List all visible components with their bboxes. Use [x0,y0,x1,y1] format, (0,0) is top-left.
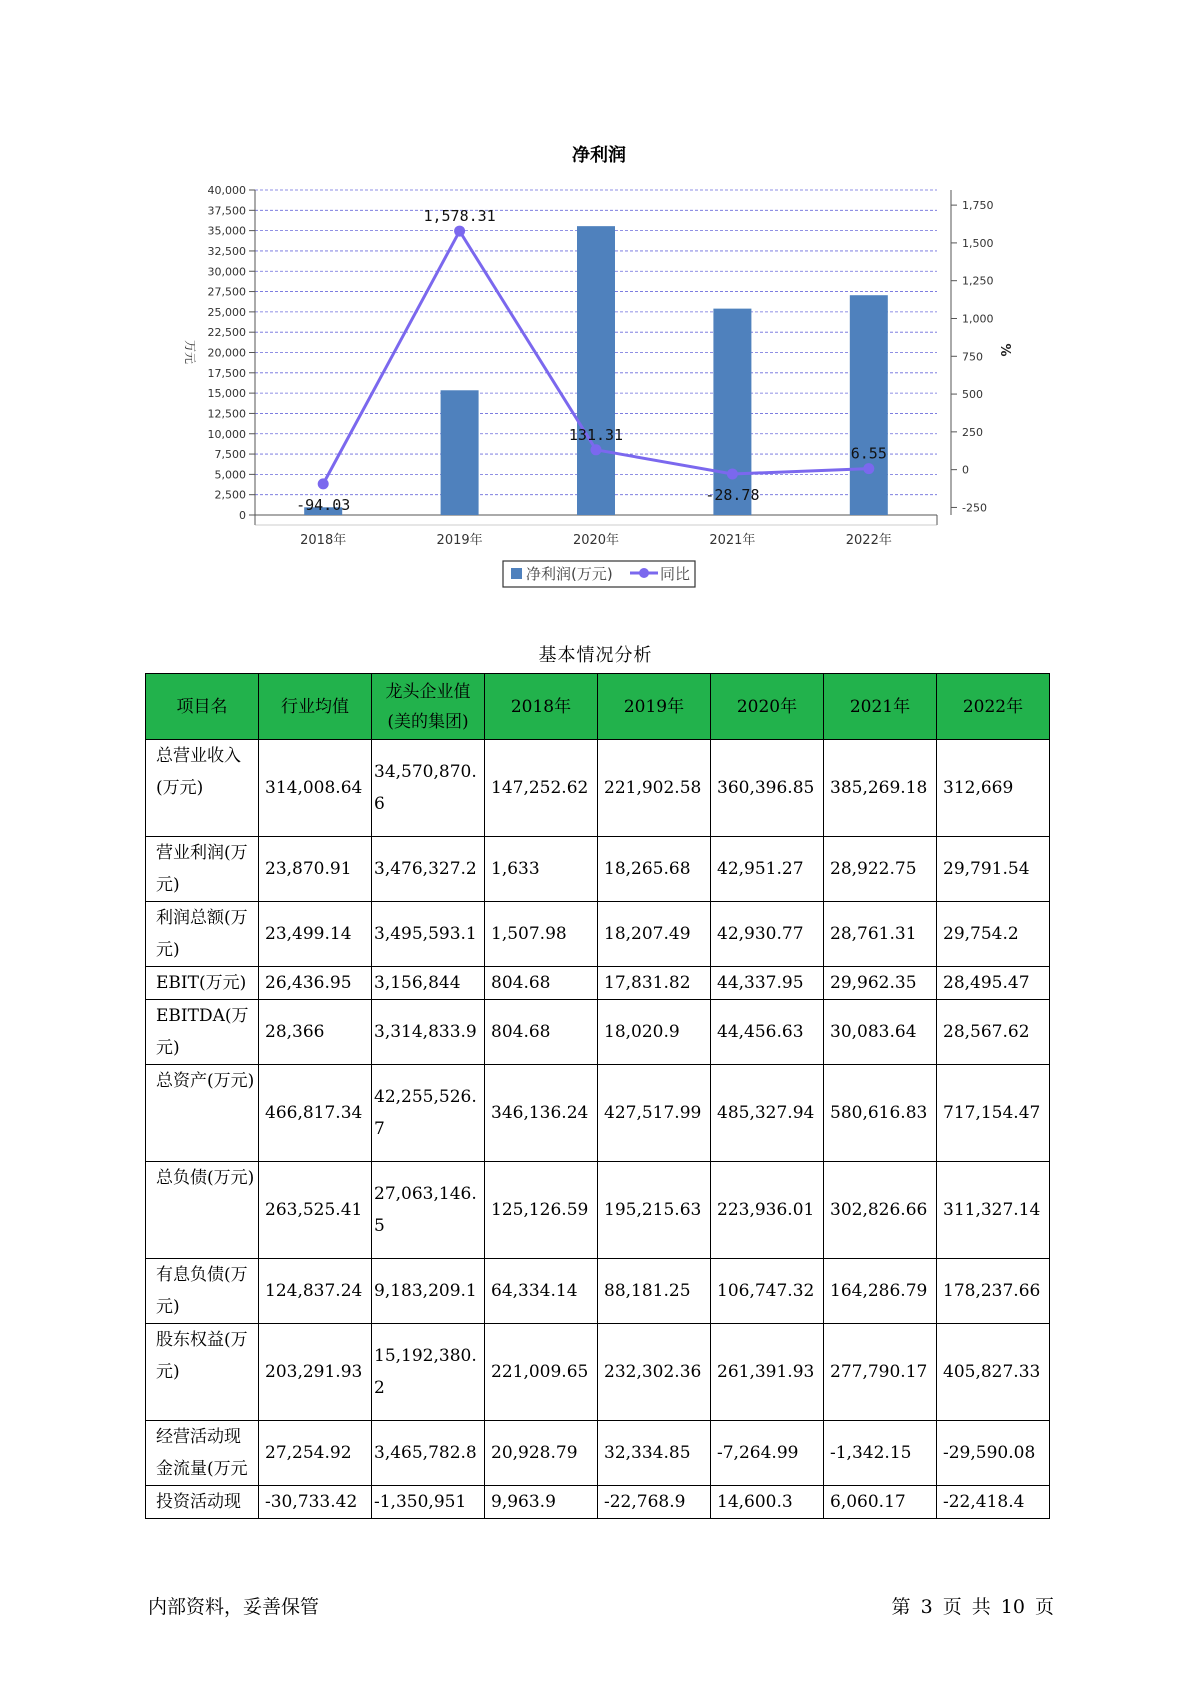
table-cell: 223,936.01 [711,1162,824,1259]
table-cell: 485,327.94 [711,1065,824,1162]
table-row [146,967,1050,1000]
table-cell: 28,761.31 [824,902,937,967]
table-cell: 261,391.93 [711,1324,824,1421]
table-cell: 232,302.36 [598,1324,711,1421]
y-tick-label: 10,000 [207,427,246,441]
table-cell: 9,183,209.1 [372,1259,485,1324]
table-cell: 312,669 [937,740,1050,837]
y-tick-label: 17,500 [207,366,246,380]
table-cell: 124,837.24 [259,1259,372,1324]
y-tick-label: 27,500 [207,285,246,299]
table-cell: -7,264.99 [711,1421,824,1486]
column-header: 2021年 [824,674,937,740]
column-header: 2020年 [711,674,824,740]
table-cell: 147,252.62 [485,740,598,837]
table-cell: 263,525.41 [259,1162,372,1259]
row-label: 总营业收入(万元) [146,740,259,837]
y-tick-label: 25,000 [207,305,246,319]
chart-svg [0,0,1191,600]
point-yoy [318,478,329,489]
net-profit-chart [0,0,1191,600]
y-tick-label: 5,000 [214,468,246,482]
table-cell: 9,963.9 [485,1486,598,1519]
table-cell: -22,768.9 [598,1486,711,1519]
table-cell: 17,831.82 [598,967,711,1000]
table-cell: 360,396.85 [711,740,824,837]
table-cell: 203,291.93 [259,1324,372,1421]
table-cell: 466,817.34 [259,1065,372,1162]
y2-axis-label: % [997,343,1012,357]
table-cell: 30,083.64 [824,1000,937,1065]
row-label: 股东权益(万元) [146,1324,259,1421]
table-cell: 32,334.85 [598,1421,711,1486]
table-row [146,1065,1050,1162]
table-cell: 1,633 [485,837,598,902]
table-cell: 15,192,380.2 [372,1324,485,1421]
column-header: 2018年 [485,674,598,740]
footer-confidential-note: 内部资料，妥善保管 [148,1596,320,1618]
table-cell: 277,790.17 [824,1324,937,1421]
y-tick-label: 35,000 [207,224,246,238]
table-cell: 6,060.17 [824,1486,937,1519]
table-cell: 64,334.14 [485,1259,598,1324]
table-cell: 221,902.58 [598,740,711,837]
row-label: 有息负债(万元) [146,1259,259,1324]
table-cell: 14,600.3 [711,1486,824,1519]
x-tick-label: 2022年 [845,533,892,548]
footer-page-number: 第 3 页 共 10 页 [891,1596,1054,1618]
table-cell: -29,590.08 [937,1421,1050,1486]
table-cell: 42,951.27 [711,837,824,902]
legend-swatch-bar [511,568,522,579]
x-tick-label: 2019年 [436,533,483,548]
table-cell: 3,465,782.8 [372,1421,485,1486]
data-label-yoy: -94.03 [296,495,351,514]
y2-tick-label: 1,250 [962,274,994,288]
column-header: 项目名 [146,674,259,740]
table-cell: 28,366 [259,1000,372,1065]
table-cell: 23,499.14 [259,902,372,967]
y-tick-label: 7,500 [214,448,246,462]
data-label-yoy: 131.31 [568,425,624,444]
table-cell: 23,870.91 [259,837,372,902]
legend-label-bar: 净利润(万元) [526,565,613,583]
bar-net-profit [850,295,888,515]
table-cell: -22,418.4 [937,1486,1050,1519]
table-cell: 106,747.32 [711,1259,824,1324]
table-cell: 26,436.95 [259,967,372,1000]
legend-label-line: 同比 [660,565,691,583]
table-cell: 3,156,844 [372,967,485,1000]
table-cell: 427,517.99 [598,1065,711,1162]
table-row [146,1162,1050,1259]
y2-tick-label: 750 [962,350,983,364]
bar-net-profit [713,309,751,515]
table-cell: 125,126.59 [485,1162,598,1259]
y-tick-label: 0 [239,509,246,522]
y-axis-label: 万元 [183,339,197,365]
column-header: 2022年 [937,674,1050,740]
table-cell: 385,269.18 [824,740,937,837]
table-cell: -1,342.15 [824,1421,937,1486]
bar-net-profit [577,226,615,515]
table-cell: 28,495.47 [937,967,1050,1000]
row-label: 营业利润(万元) [146,837,259,902]
y-tick-label: 15,000 [207,387,246,401]
table-cell: 717,154.47 [937,1065,1050,1162]
table-cell: -30,733.42 [259,1486,372,1519]
row-label: 总负债(万元) [146,1162,259,1259]
column-header: 行业均值 [259,674,372,740]
table-cell: 3,495,593.1 [372,902,485,967]
table-row [146,1421,1050,1486]
row-label: 总资产(万元) [146,1065,259,1162]
table-cell: 311,327.14 [937,1162,1050,1259]
chart-title: 净利润 [572,145,626,166]
table-cell: 29,962.35 [824,967,937,1000]
table-caption: 基本情况分析 [538,645,653,666]
table-cell: 195,215.63 [598,1162,711,1259]
y2-tick-label: 1,000 [962,312,994,326]
table-cell: 18,207.49 [598,902,711,967]
row-label: EBIT(万元) [146,967,259,1000]
x-tick-label: 2018年 [300,533,347,548]
table-cell: 18,265.68 [598,837,711,902]
point-yoy [863,463,874,474]
y2-tick-label: 1,750 [962,199,994,213]
data-label-yoy: 6.55 [850,444,887,463]
y-tick-label: 32,500 [207,244,246,258]
table-row [146,740,1050,837]
y2-tick-label: 250 [962,425,983,439]
y2-tick-label: 0 [962,463,969,477]
table-cell: 580,616.83 [824,1065,937,1162]
y2-tick-label: 1,500 [962,236,994,250]
point-yoy [591,444,602,455]
table-cell: 44,456.63 [711,1000,824,1065]
table-cell: 27,254.92 [259,1421,372,1486]
table-row [146,1259,1050,1324]
table-cell: 34,570,870.6 [372,740,485,837]
table-cell: 42,930.77 [711,902,824,967]
row-label: EBITDA(万元) [146,1000,259,1065]
y-tick-label: 12,500 [207,407,246,421]
table-header-row [146,674,1050,740]
table-cell: 346,136.24 [485,1065,598,1162]
table-row [146,837,1050,902]
table-cell: 178,237.66 [937,1259,1050,1324]
table-cell: -1,350,951 [372,1486,485,1519]
legend-swatch-point [639,568,649,578]
table-cell: 221,009.65 [485,1324,598,1421]
y-tick-label: 2,500 [214,488,246,502]
row-label: 经营活动现金流量(万元 [146,1421,259,1486]
table-cell: 20,928.79 [485,1421,598,1486]
basic-analysis-table [145,673,1050,1519]
table-cell: 88,181.25 [598,1259,711,1324]
y-tick-label: 22,500 [207,326,246,340]
y2-tick-label: 500 [962,388,983,402]
table-cell: 44,337.95 [711,967,824,1000]
table-cell: 804.68 [485,1000,598,1065]
table-cell: 302,826.66 [824,1162,937,1259]
table-cell: 314,008.64 [259,740,372,837]
table-cell: 804.68 [485,967,598,1000]
table-cell: 3,314,833.9 [372,1000,485,1065]
x-tick-label: 2020年 [572,533,620,548]
y-tick-label: 20,000 [207,346,246,360]
column-header: 2019年 [598,674,711,740]
row-label: 投资活动现 [146,1486,259,1519]
row-label: 利润总额(万元) [146,902,259,967]
table-row [146,1000,1050,1065]
table-cell: 405,827.33 [937,1324,1050,1421]
table-cell: 28,922.75 [824,837,937,902]
table-row [146,1486,1050,1519]
x-tick-label: 2021年 [709,533,756,548]
table-row [146,1324,1050,1421]
table-row [146,902,1050,967]
table-cell: 29,754.2 [937,902,1050,967]
table-cell: 42,255,526.7 [372,1065,485,1162]
column-header: 龙头企业值(美的集团) [372,674,485,740]
table-cell: 18,020.9 [598,1000,711,1065]
bar-net-profit [441,390,479,515]
y-tick-label: 30,000 [207,265,246,279]
table-cell: 3,476,327.2 [372,837,485,902]
y-tick-label: 40,000 [207,184,246,197]
table-cell: 29,791.54 [937,837,1050,902]
table-cell: 164,286.79 [824,1259,937,1324]
data-label-yoy: 1,578.31 [423,207,496,226]
y-tick-label: 37,500 [207,204,246,218]
data-label-yoy: -28.78 [705,486,760,505]
point-yoy [454,226,465,237]
point-yoy [727,469,738,480]
table-cell: 28,567.62 [937,1000,1050,1065]
y2-tick-label: -250 [962,501,987,515]
table-cell: 1,507.98 [485,902,598,967]
table-cell: 27,063,146.5 [372,1162,485,1259]
